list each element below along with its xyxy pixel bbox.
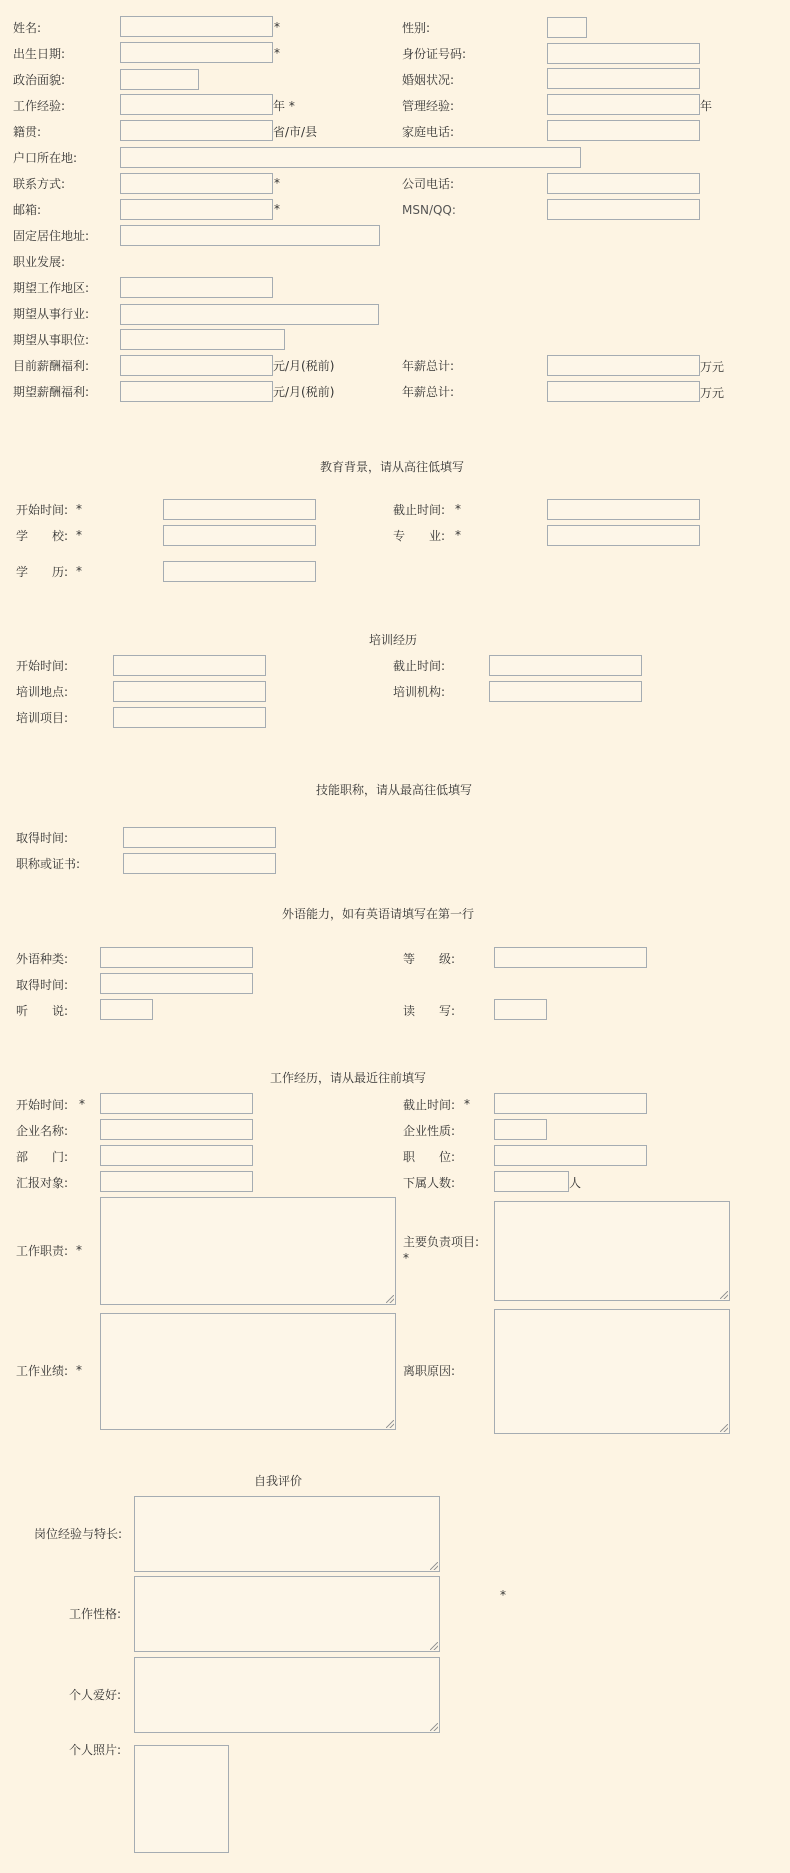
edu-start-input[interactable] xyxy=(163,499,316,520)
political-label: 政治面貌: xyxy=(13,73,66,87)
marital-input[interactable] xyxy=(547,68,700,89)
exp-area-input[interactable] xyxy=(120,277,273,298)
edu-school-label: 学 校: xyxy=(16,529,69,543)
email-required: * xyxy=(274,202,280,216)
native-suffix: 省/市/县 xyxy=(273,125,318,139)
leave-textarea[interactable] xyxy=(494,1309,730,1434)
birth-label: 出生日期: xyxy=(13,47,66,61)
home-phone-input[interactable] xyxy=(547,120,700,141)
achieve-textarea[interactable] xyxy=(100,1313,396,1430)
achieve-required: * xyxy=(76,1363,82,1377)
edu-start-label: 开始时间: xyxy=(16,503,69,517)
company-phone-label: 公司电话: xyxy=(402,177,455,191)
address-input[interactable] xyxy=(120,225,380,246)
id-label: 身份证号码: xyxy=(402,47,467,61)
projects-required: * xyxy=(403,1251,409,1265)
education-title: 教育背景，请从高往低填写 xyxy=(320,460,465,474)
work-start-input[interactable] xyxy=(100,1093,253,1114)
mgmt-exp-input[interactable] xyxy=(547,94,700,115)
exp-salary-unit: 元/月(税前) xyxy=(273,385,335,399)
gender-input[interactable] xyxy=(547,17,587,38)
subordinates-unit: 人 xyxy=(569,1176,582,1190)
exp-position-label: 期望从事职位: xyxy=(13,333,90,347)
address-label: 固定居住地址: xyxy=(13,229,90,243)
resize-grip-icon[interactable] xyxy=(430,1642,438,1650)
birth-required: * xyxy=(274,46,280,60)
company-nature-label: 企业性质: xyxy=(403,1124,456,1138)
mgmt-exp-unit: 年 xyxy=(700,99,713,113)
subordinates-label: 下属人数: xyxy=(403,1176,456,1190)
lang-kind-label: 外语种类: xyxy=(16,952,69,966)
marital-label: 婚姻状况: xyxy=(402,73,455,87)
mgmt-exp-label: 管理经验: xyxy=(402,99,455,113)
lang-level-label: 等 级: xyxy=(403,952,456,966)
character-textarea[interactable] xyxy=(134,1576,440,1652)
id-number-input[interactable] xyxy=(547,43,700,64)
character-label: 工作性格: xyxy=(69,1607,122,1621)
dept-input[interactable] xyxy=(100,1145,253,1166)
report-label: 汇报对象: xyxy=(16,1176,69,1190)
work-end-input[interactable] xyxy=(494,1093,647,1114)
career-label: 职业发展: xyxy=(13,255,66,269)
skill-cert-input[interactable] xyxy=(123,853,276,874)
lang-read-input[interactable] xyxy=(494,999,547,1020)
train-org-input[interactable] xyxy=(489,681,642,702)
exp-salary-input[interactable] xyxy=(120,381,273,402)
hukou-input[interactable] xyxy=(120,147,581,168)
train-project-input[interactable] xyxy=(113,707,266,728)
train-start-label: 开始时间: xyxy=(16,659,69,673)
edu-end-input[interactable] xyxy=(547,499,700,520)
resize-grip-icon[interactable] xyxy=(720,1291,728,1299)
company-name-label: 企业名称: xyxy=(16,1124,69,1138)
leave-label: 离职原因: xyxy=(403,1364,456,1378)
exp-annual-label: 年薪总计: xyxy=(402,385,455,399)
train-project-label: 培训项目: xyxy=(16,711,69,725)
company-nature-input[interactable] xyxy=(494,1119,547,1140)
birth-date-input[interactable] xyxy=(120,42,273,63)
language-title: 外语能力，如有英语请填写在第一行 xyxy=(282,907,475,921)
company-name-input[interactable] xyxy=(100,1119,253,1140)
company-phone-input[interactable] xyxy=(547,173,700,194)
edu-degree-label: 学 历: xyxy=(16,565,69,579)
skill-obtain-input[interactable] xyxy=(123,827,276,848)
email-label: 邮箱: xyxy=(13,203,42,217)
cur-annual-input[interactable] xyxy=(547,355,700,376)
work-exp-unit: 年 * xyxy=(273,99,295,113)
edu-school-input[interactable] xyxy=(163,525,316,546)
lang-obtain-label: 取得时间: xyxy=(16,978,69,992)
lang-read-label: 读 写: xyxy=(403,1004,456,1018)
exp-annual-input[interactable] xyxy=(547,381,700,402)
train-end-label: 截止时间: xyxy=(393,659,446,673)
email-input[interactable] xyxy=(120,199,273,220)
train-place-input[interactable] xyxy=(113,681,266,702)
contact-input[interactable] xyxy=(120,173,273,194)
edu-degree-required: * xyxy=(76,564,82,578)
political-input[interactable] xyxy=(120,69,199,90)
edu-end-required: * xyxy=(455,502,461,516)
cur-salary-unit: 元/月(税前) xyxy=(273,359,335,373)
name-label: 姓名: xyxy=(13,21,42,35)
exp-industry-input[interactable] xyxy=(120,304,379,325)
self-eval-required: * xyxy=(500,1588,506,1602)
resize-grip-icon[interactable] xyxy=(386,1420,394,1428)
exp-industry-label: 期望从事行业: xyxy=(13,307,90,321)
projects-textarea[interactable] xyxy=(494,1201,730,1301)
duty-required: * xyxy=(76,1243,82,1257)
cur-salary-label: 目前薪酬福利: xyxy=(13,359,90,373)
achieve-label: 工作业绩: xyxy=(16,1364,69,1378)
resize-grip-icon[interactable] xyxy=(430,1562,438,1570)
report-input[interactable] xyxy=(100,1171,253,1192)
native-input[interactable] xyxy=(120,120,273,141)
edu-start-required: * xyxy=(76,502,82,516)
work-title: 工作经历，请从最近往前填写 xyxy=(270,1071,427,1085)
exp-position-input[interactable] xyxy=(120,329,285,350)
strength-label: 岗位经验与特长: xyxy=(34,1527,123,1541)
hukou-label: 户口所在地: xyxy=(13,151,78,165)
name-input[interactable] xyxy=(120,16,273,37)
work-exp-label: 工作经验: xyxy=(13,99,66,113)
lang-listen-input[interactable] xyxy=(100,999,153,1020)
dept-label: 部 门: xyxy=(16,1150,69,1164)
train-org-label: 培训机构: xyxy=(393,685,446,699)
position-input[interactable] xyxy=(494,1145,647,1166)
position-label: 职 位: xyxy=(403,1150,456,1164)
exp-salary-label: 期望薪酬福利: xyxy=(13,385,90,399)
edu-degree-input[interactable] xyxy=(163,561,316,582)
skill-cert-label: 职称或证书: xyxy=(16,857,81,871)
photo-box[interactable] xyxy=(134,1745,229,1853)
photo-label: 个人照片: xyxy=(69,1743,122,1757)
duty-label: 工作职责: xyxy=(16,1244,69,1258)
edu-end-label: 截止时间: xyxy=(393,503,446,517)
msn-label: MSN/QQ: xyxy=(402,203,456,217)
work-start-required: * xyxy=(79,1097,85,1111)
contact-required: * xyxy=(274,176,280,190)
edu-major-input[interactable] xyxy=(547,525,700,546)
resize-grip-icon[interactable] xyxy=(430,1723,438,1731)
hobby-label: 个人爱好: xyxy=(69,1688,122,1702)
train-end-input[interactable] xyxy=(489,655,642,676)
training-title: 培训经历 xyxy=(369,633,418,647)
self-eval-title: 自我评价 xyxy=(254,1474,303,1488)
hobby-textarea[interactable] xyxy=(134,1657,440,1733)
projects-label: 主要负责项目: xyxy=(403,1235,480,1249)
contact-label: 联系方式: xyxy=(13,177,66,191)
cur-annual-label: 年薪总计: xyxy=(402,359,455,373)
lang-level-input[interactable] xyxy=(494,947,647,968)
train-start-input[interactable] xyxy=(113,655,266,676)
strength-textarea[interactable] xyxy=(134,1496,440,1572)
work-end-required: * xyxy=(464,1097,470,1111)
work-exp-input[interactable] xyxy=(120,94,273,115)
lang-listen-label: 听 说: xyxy=(16,1004,69,1018)
subordinates-input[interactable] xyxy=(494,1171,569,1192)
lang-obtain-input[interactable] xyxy=(100,973,253,994)
edu-school-required: * xyxy=(76,528,82,542)
name-required: * xyxy=(274,20,280,34)
cur-salary-input[interactable] xyxy=(120,355,273,376)
native-label: 籍贯: xyxy=(13,125,42,139)
cur-annual-unit: 万元 xyxy=(700,360,725,374)
skill-obtain-label: 取得时间: xyxy=(16,831,69,845)
lang-kind-input[interactable] xyxy=(100,947,253,968)
duty-textarea[interactable] xyxy=(100,1197,396,1305)
skills-title: 技能职称，请从最高往低填写 xyxy=(316,783,473,797)
exp-area-label: 期望工作地区: xyxy=(13,281,90,295)
resize-grip-icon[interactable] xyxy=(720,1424,728,1432)
resize-grip-icon[interactable] xyxy=(386,1295,394,1303)
edu-major-required: * xyxy=(455,528,461,542)
work-start-label: 开始时间: xyxy=(16,1098,69,1112)
work-end-label: 截止时间: xyxy=(403,1098,456,1112)
msn-input[interactable] xyxy=(547,199,700,220)
gender-label: 性别: xyxy=(402,21,431,35)
exp-annual-unit: 万元 xyxy=(700,386,725,400)
train-place-label: 培训地点: xyxy=(16,685,69,699)
edu-major-label: 专 业: xyxy=(393,529,446,543)
home-phone-label: 家庭电话: xyxy=(402,125,455,139)
